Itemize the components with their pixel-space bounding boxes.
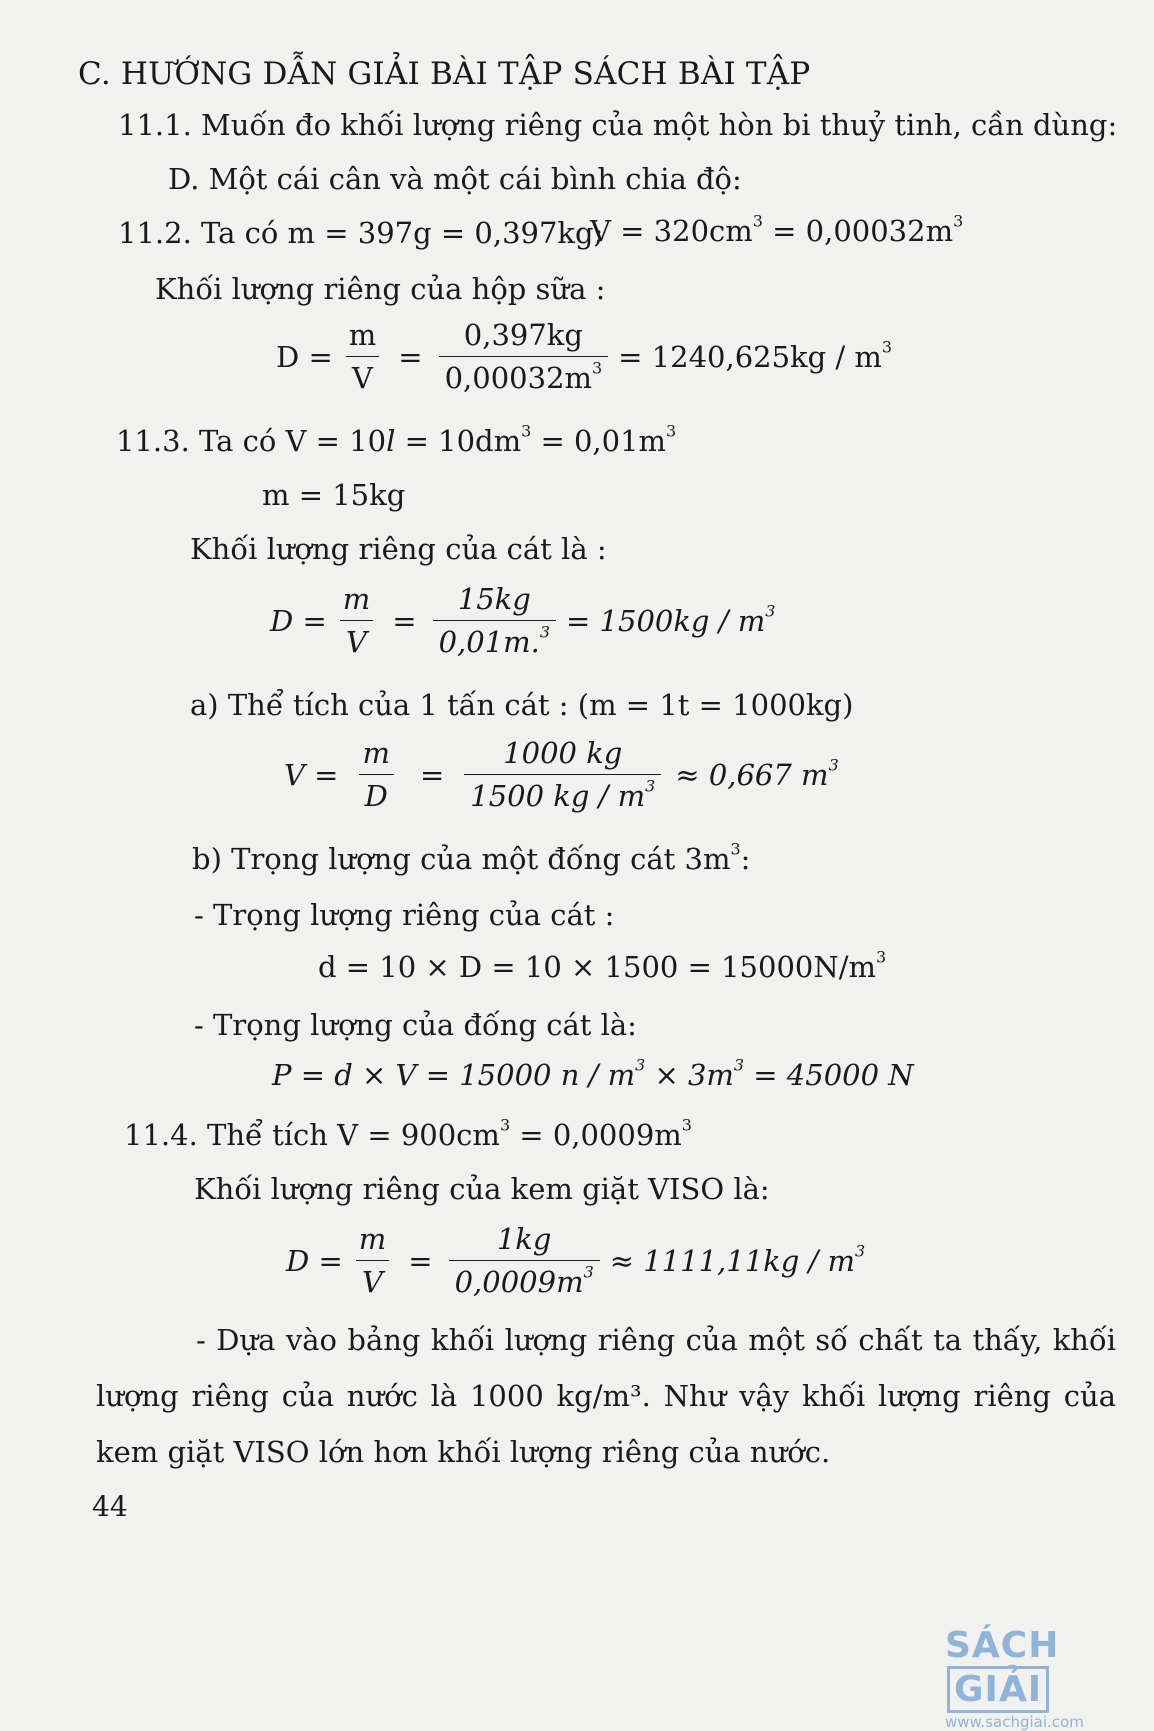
exercise-11-3-part-a: a) Thể tích của 1 tấn cát : (m = 1t = 1000kg)	[190, 688, 854, 722]
exercise-11-3-density-formula: D = $\frac{m}{V}$ = $\frac{15kg}{0,01m.^3}$ = $1500kg / m^3$	[270, 582, 776, 659]
exercise-11-4-formula: D = $\frac{m}{V}$ = $\frac{1kg}{0,0009m^3}$ ≈ $1111,11kg / m^3$	[286, 1222, 866, 1299]
exercise-11-2-given-mass: 11.2. Ta có m = 397g = 0,397kg;	[118, 216, 604, 250]
exercise-11-2-given-volume: $V = 320cm^3 = 0,00032m^3$	[590, 211, 964, 248]
exercise-11-3-b2-label: - Trọng lượng của đống cát là:	[194, 1008, 637, 1042]
exercise-11-3-b2-formula: P = d × V = 15000 $n / m^3 \times 3m^3 = 45000$ N	[272, 1055, 914, 1092]
watermark-url: www.sachgiai.com	[945, 1713, 1084, 1731]
exercise-11-4-label: Khối lượng riêng của kem giặt VISO là:	[194, 1172, 770, 1206]
exercise-11-4-conclusion: - Dựa vào bảng khối lượng riêng của một số chất ta thấy, khối lượng riêng của nước là 1000 kg/m³. Như vậy khối lượng riêng của kem giặt VISO lớn hơn khối lượng riêng của nước.	[96, 1323, 1116, 1469]
exercise-11-1-question: 11.1. Muốn đo khối lượng riêng của một hòn bi thuỷ tinh, cần dùng:	[118, 108, 1118, 142]
exercise-11-3-b1-formula: $d = 10 \times D = 10 \times 1500 = 15000N/m^3$	[318, 947, 887, 984]
exercise-11-1-answer: D. Một cái cân và một cái bình chia độ:	[168, 162, 742, 196]
exercise-11-4-given: 11.4. Thể tích $V = 900cm^3 = 0,0009m^3$	[124, 1115, 692, 1152]
exercise-11-3-given-volume: 11.3. Ta có $V = 10l = 10dm^3 = 0,01m^3$	[116, 421, 677, 458]
exercise-11-3-label: Khối lượng riêng của cát là :	[190, 532, 607, 566]
section-heading: C. HƯỚNG DẪN GIẢI BÀI TẬP SÁCH BÀI TẬP	[78, 56, 811, 92]
exercise-11-3-part-b: b) Trọng lượng của một đống cát $3m^3$:	[192, 839, 751, 876]
exercise-11-3-volume-formula: V = $\frac{m}{D}$ = $\frac{1000 kg}{1500 kg / m^3}$ ≈ 0,667 $m^3$	[284, 736, 839, 813]
exercise-11-3-given-mass: m = 15kg	[262, 478, 406, 512]
exercise-11-2-label: Khối lượng riêng của hộp sữa :	[155, 272, 606, 306]
exercise-11-2-formula: D = $\frac{m}{V}$ = $\frac{0,397kg}{0,00032m^3}$ = $1240,625kg / m^3$	[276, 318, 893, 395]
exercise-11-3-b1-label: - Trọng lượng riêng của cát :	[194, 898, 615, 932]
watermark-logo: SÁCHGIẢI www.sachgiai.com	[945, 1625, 1145, 1715]
page-number: 44	[92, 1490, 128, 1523]
